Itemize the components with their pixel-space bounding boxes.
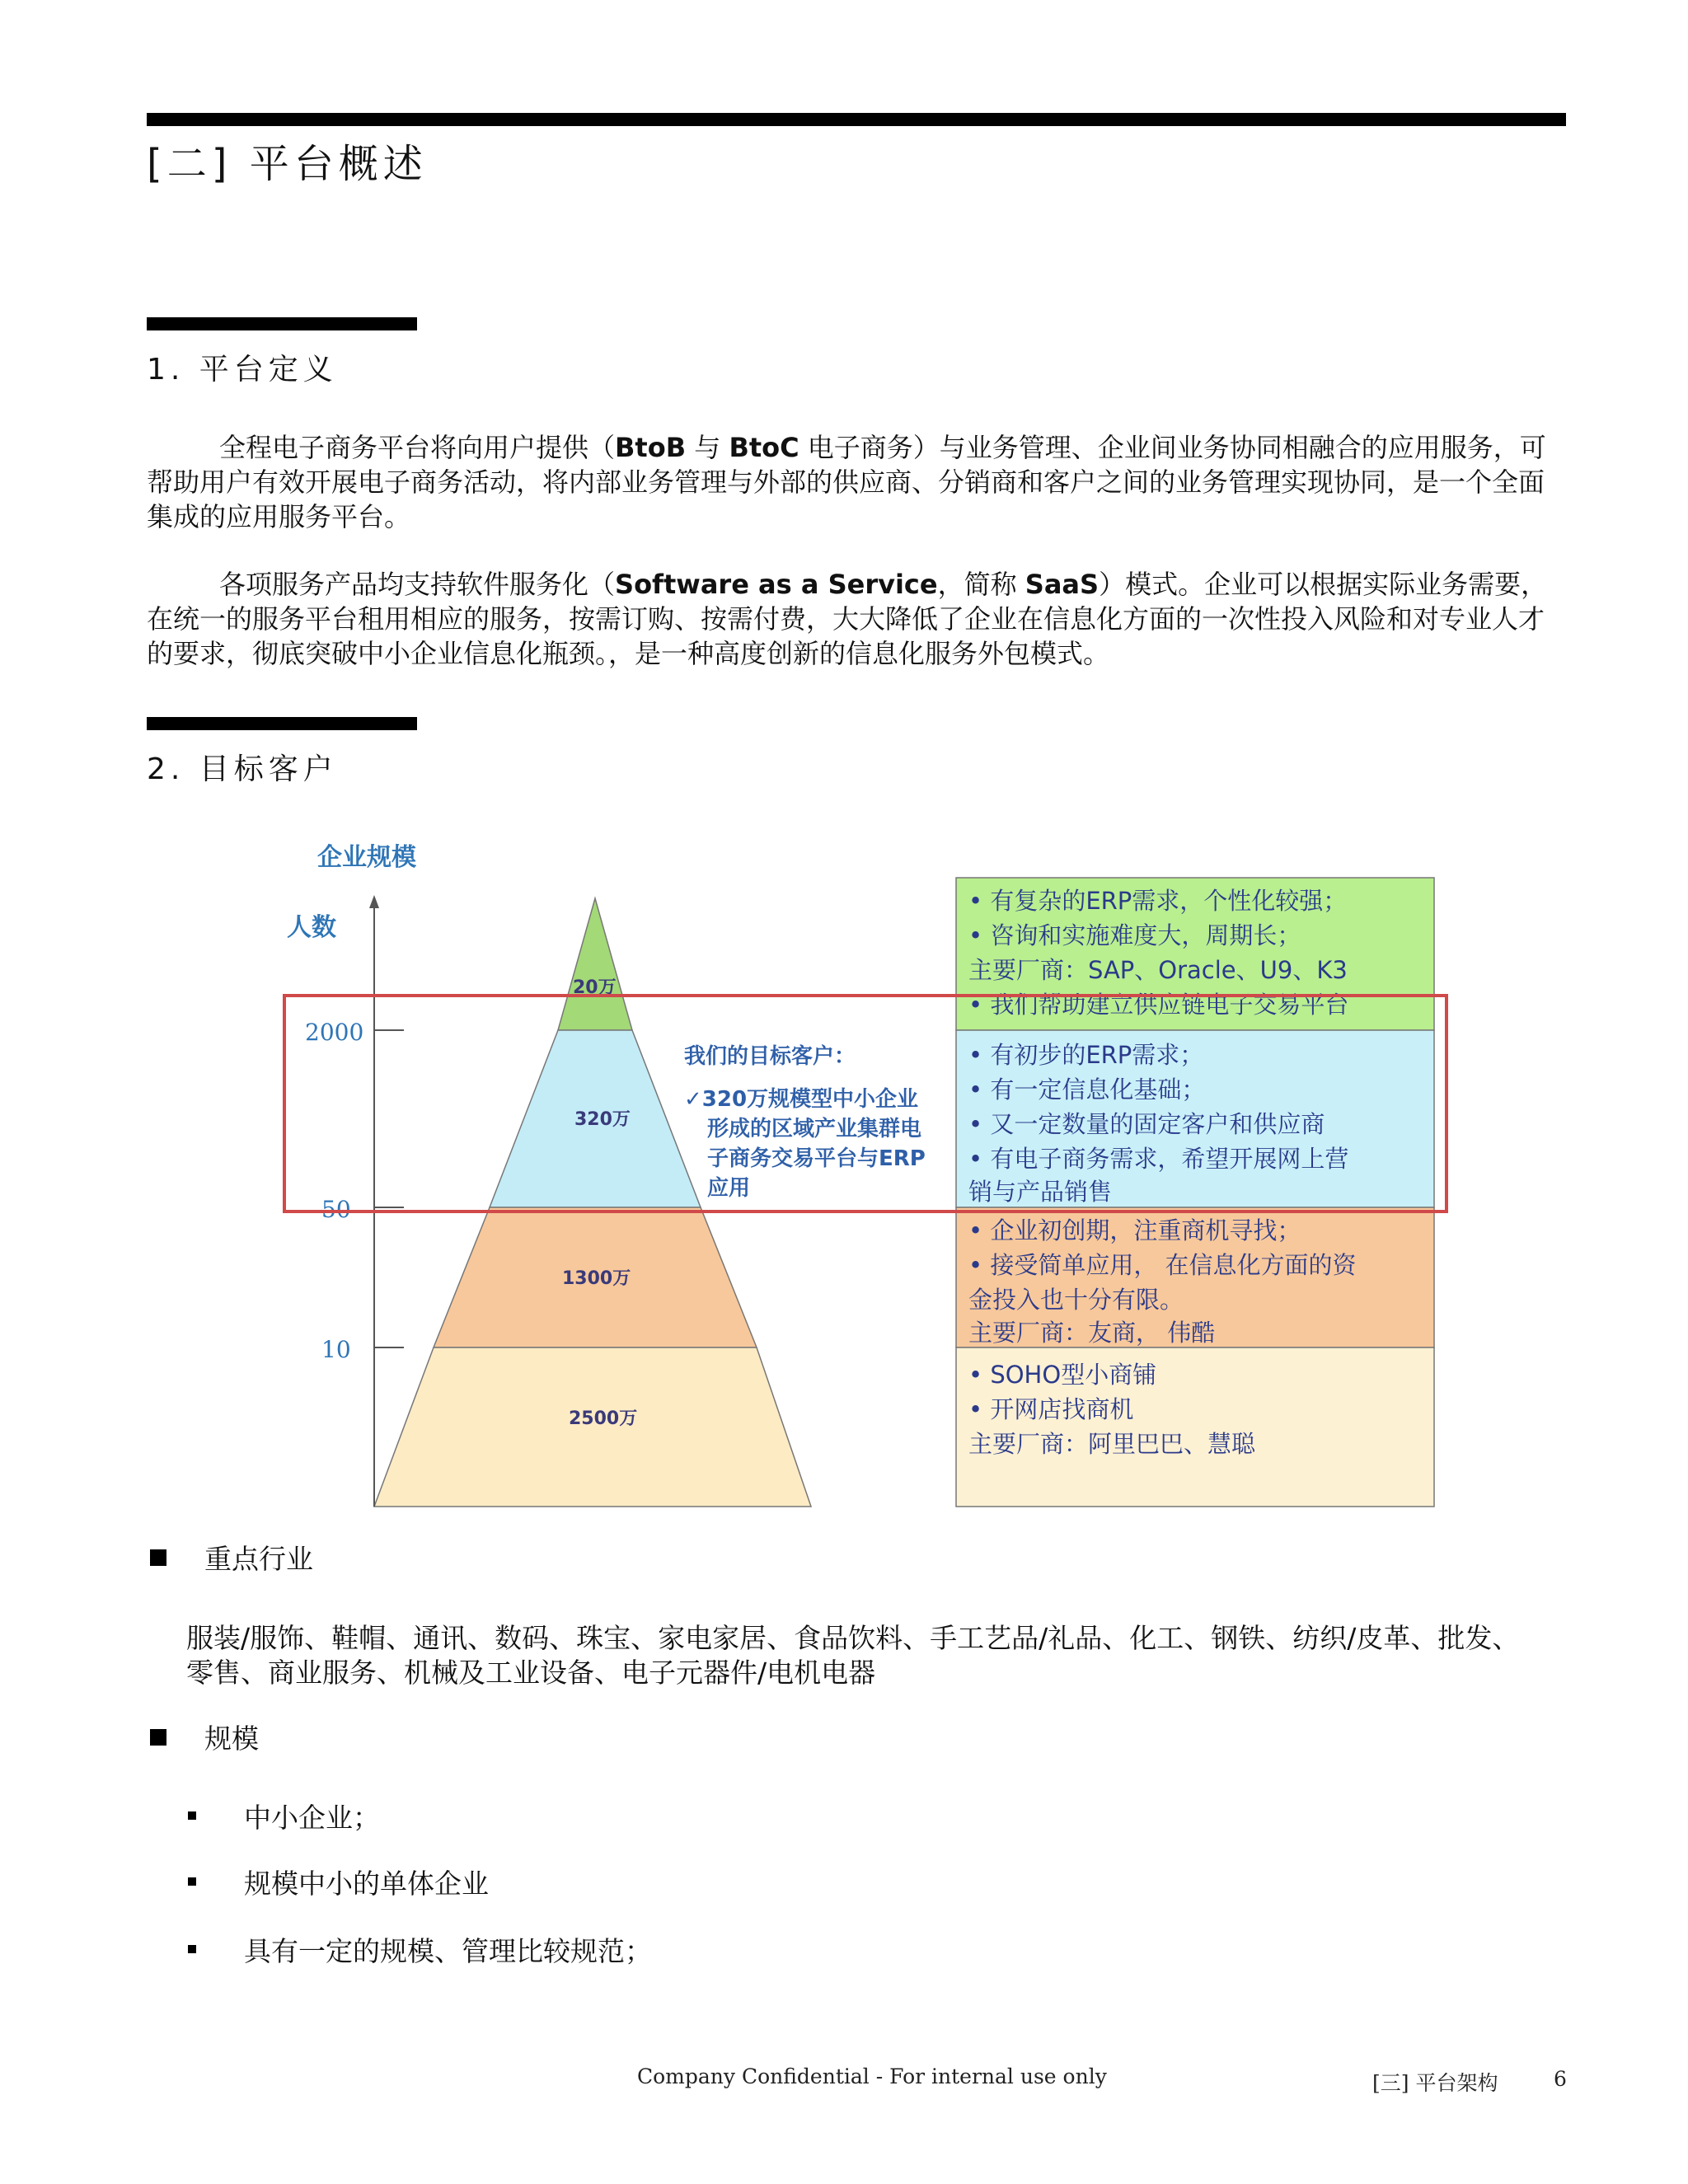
- scale-item: 规模中小的单体企业: [244, 1868, 489, 1900]
- tick-label: 2000: [305, 1019, 364, 1046]
- box-line: • SOHO型小商铺: [968, 1361, 1157, 1389]
- level-label: 20万: [573, 977, 617, 998]
- paragraph-saas: 各项服务产品均支持软件服务化（Software as a Service，简称 SaaS）模式。企业可以根据实际业务需要，在统一的服务平台租用相应的服务，按需订购、按需付费，大大降低了企业在信息化方面的一次性投入风险和对专业人才的要求，彻底突破中小企业信息化瓶颈。，是一种高度创新的信息化服务外包模式。: [147, 569, 1548, 669]
- page-title: [二] 平台概述: [147, 141, 428, 187]
- sub-bullet: [188, 1945, 196, 1953]
- section-heading-2: 2. 目标客户: [147, 752, 338, 786]
- box-line: 主要厂商：阿里巴巴、慧聪: [968, 1430, 1256, 1458]
- target-line: ✓320万规模型中小企业: [684, 1087, 919, 1112]
- box-line: • 有电子商务需求，希望开展网上营: [968, 1145, 1349, 1173]
- level-label: 1300万: [562, 1268, 631, 1289]
- box-line: • 又一定数量的固定客户和供应商: [968, 1110, 1325, 1138]
- sub-bullet: [188, 1811, 196, 1820]
- top-rule: [147, 113, 1566, 126]
- target-customer-pyramid: [280, 832, 1451, 1533]
- scale-item: 具有一定的规模、管理比较规范；: [244, 1935, 652, 1967]
- target-line: 应用: [707, 1176, 751, 1201]
- section-heading-1: 1. 平台定义: [147, 353, 338, 387]
- box-line: • 有初步的ERP需求；: [968, 1041, 1204, 1069]
- box-line: • 有复杂的ERP需求，个性化较强；: [968, 887, 1348, 915]
- box-line: • 接受简单应用， 在信息化方面的资: [968, 1251, 1357, 1279]
- tick-label: 10: [321, 1336, 351, 1363]
- industry-list-line-2: 零售、商业服务、机械及工业设备、电子元器件/电机电器: [186, 1657, 876, 1689]
- target-line: 子商务交易平台与ERP: [707, 1146, 926, 1171]
- box-line: • 有一定信息化基础；: [968, 1076, 1206, 1104]
- box-line: • 企业初创期，注重商机寻找；: [968, 1216, 1301, 1244]
- industry-heading: 重点行业: [204, 1543, 313, 1575]
- pyramid-level-top: [558, 898, 632, 1030]
- level-label: 320万: [574, 1109, 631, 1130]
- box-line: • 咨询和实施难度大，周期长；: [968, 921, 1301, 949]
- page-number: 6: [1554, 2067, 1567, 2091]
- section-rule: [147, 317, 417, 330]
- scale-item: 中小企业；: [244, 1802, 380, 1834]
- axis-title: 企业规模: [317, 843, 416, 872]
- tick-label: 50: [321, 1196, 351, 1223]
- axis-subtitle: 人数: [287, 913, 336, 942]
- box-line: 金投入也十分有限。: [968, 1286, 1184, 1314]
- box-line: 销与产品销售: [968, 1178, 1113, 1206]
- box-line: 主要厂商：SAP、Oracle、U9、K3: [968, 956, 1348, 984]
- target-line: 形成的区域产业集群电: [707, 1117, 922, 1141]
- scale-heading: 规模: [204, 1722, 259, 1755]
- box-line: • 我们帮助建立供应链电子交易平台: [968, 991, 1349, 1019]
- industry-list-line-1: 服装/服饰、鞋帽、通讯、数码、珠宝、家电家居、食品饮料、手工艺品/礼品、化工、钢铁、纺织/皮革、批发、: [186, 1622, 1520, 1654]
- sub-bullet: [188, 1877, 196, 1886]
- section-rule: [147, 717, 417, 730]
- box-line: • 开网店找商机: [968, 1395, 1134, 1423]
- level-label: 2500万: [569, 1408, 638, 1429]
- target-title: 我们的目标客户：: [684, 1044, 856, 1069]
- bullet-square: [150, 1729, 166, 1746]
- footer-section: [三] 平台架构: [1372, 2071, 1498, 2095]
- bullet-square: [150, 1549, 166, 1566]
- paragraph-definition: 全程电子商务平台将向用户提供（BtoB 与 BtoC 电子商务）与业务管理、企业间业务协同相融合的应用服务，可帮助用户有效开展电子商务活动，将内部业务管理与外部的供应商、分销商和客户之间的业务管理实现协同，是一个全面集成的应用服务平台。: [147, 432, 1546, 532]
- footer-confidential: Company Confidential - For internal use only: [637, 2064, 1107, 2088]
- box-line: 主要厂商：友商， 伟酷: [968, 1319, 1216, 1347]
